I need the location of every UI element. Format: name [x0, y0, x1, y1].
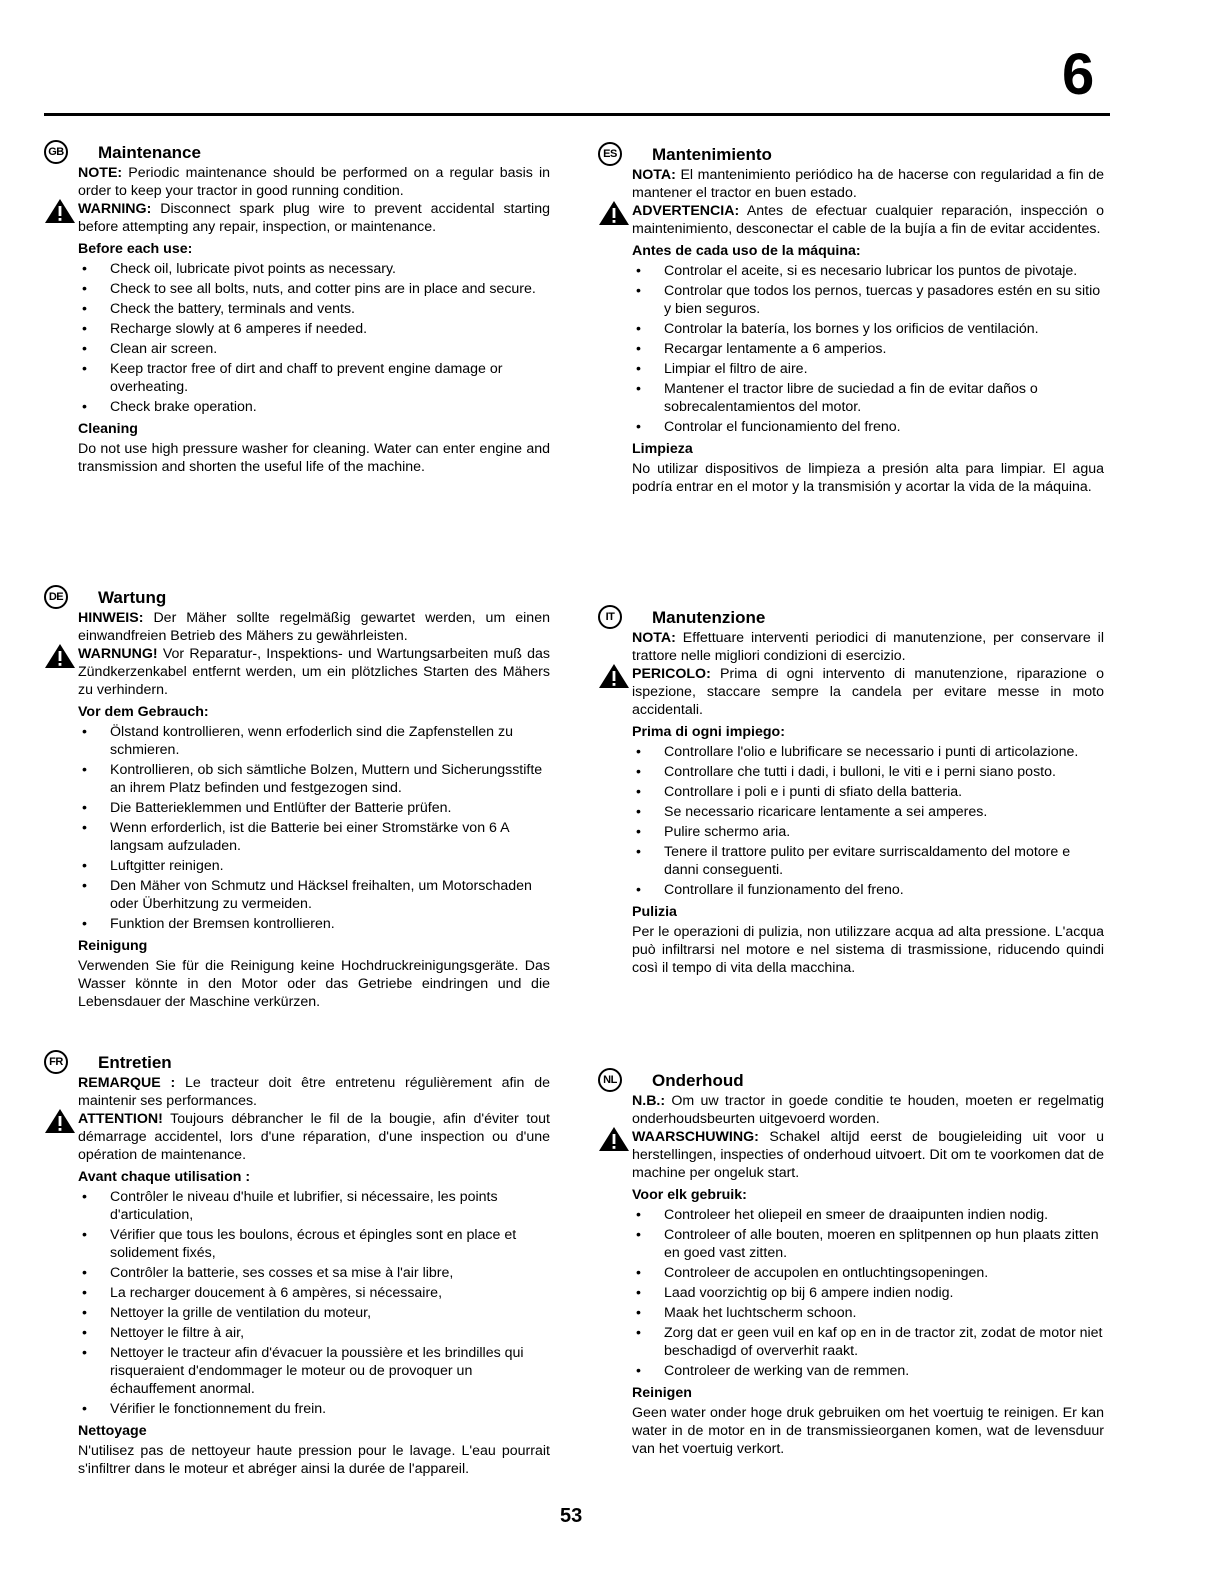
checklist-item: • Clean air screen.	[78, 340, 550, 358]
checklist-item: • Funktion der Bremsen kontrollieren.	[78, 915, 550, 933]
checklist-item: • Luftgitter reinigen.	[78, 857, 550, 875]
checklist-item: • Controllare i poli e i punti di sfiato della batteria.	[632, 783, 1104, 801]
warning-triangle-icon	[598, 1126, 630, 1152]
checklist-item: • Vérifier que tous les boulons, écrous et épingles sont en place et solidement fixés,	[78, 1226, 550, 1262]
note-paragraph	[632, 1092, 1104, 1128]
checklist-item: • Vérifier le fonctionnement du frein.	[78, 1400, 550, 1418]
checklist-item: • Die Batterieklemmen und Entlüfter der Batterie prüfen.	[78, 799, 550, 817]
checklist-item: • Tenere il trattore pulito per evitare surriscaldamento del motore e danni conseguenti.	[632, 843, 1104, 879]
section-heading: Onderhoud	[652, 1071, 744, 1090]
checklist	[78, 723, 550, 933]
warning-paragraph	[78, 645, 550, 699]
checklist-item: • Se necessario ricaricare lentamente a sei amperes.	[632, 803, 1104, 821]
warning-paragraph	[632, 665, 1104, 719]
section-heading: Maintenance	[98, 143, 201, 162]
warning-text: Prima di ogni intervento di manutenzione, riparazione o ispezione, staccare sempre la candela per evitare messe in moto accidentali.	[632, 666, 1104, 718]
checklist-item: • Laad voorzichtig op bij 6 ampere indien nodig.	[632, 1284, 1104, 1302]
checklist-item: • Pulire schermo aria.	[632, 823, 1104, 841]
checklist	[632, 262, 1104, 436]
section-title	[48, 588, 550, 608]
warning-paragraph	[78, 200, 550, 236]
checklist-item: • Zorg dat er geen vuil en kaf op en in de tractor zit, zodat de motor niet beschadigd of oververhit raakt.	[632, 1324, 1104, 1360]
note-text: Der Mäher sollte regelmäßig gewartet werden, um einen einwandfreien Betrieb des Mähers zu gewährleisten.	[78, 610, 550, 644]
before-use-heading: Before each use:	[78, 241, 193, 257]
section-gb-maintenance	[48, 143, 551, 476]
before-use-heading: Antes de cada uso de la máquina:	[632, 243, 861, 259]
warning-triangle-icon	[44, 643, 76, 669]
warning-label: PERICOLO:	[632, 666, 711, 682]
checklist-item: • Controllare l'olio e lubrificare se necessario i punti di articolazione.	[632, 743, 1104, 761]
checklist-item: • Check oil, lubricate pivot points as necessary.	[78, 260, 550, 278]
checklist	[78, 1188, 550, 1418]
checklist-item: • Recargar lentamente a 6 amperios.	[632, 340, 1104, 358]
warning-label: ADVERTENCIA:	[632, 203, 740, 219]
checklist-item: • Ölstand kontrollieren, wenn erfoderlich sind die Zapfenstellen zu schmieren.	[78, 723, 550, 759]
warning-label: ATTENTION!	[78, 1111, 163, 1127]
checklist-item: • Kontrollieren, ob sich sämtliche Bolzen, Muttern und Sicherungsstifte an ihrem Platz befinden und festgezogen sind.	[78, 761, 550, 797]
cleaning-paragraph: No utilizar dispositivos de limpieza a presión alta para limpiar. El agua podría entrar en el motor y la transmisión y acortar la vida de la máquina.	[632, 461, 1104, 495]
warning-label: WARNING:	[78, 201, 152, 217]
section-title	[603, 145, 1104, 165]
checklist-item: • Contrôler la batterie, ses cosses et sa mise à l'air libre,	[78, 1264, 550, 1282]
note-text: El mantenimiento periódico ha de hacerse con regularidad a fin de mantener el tractor en buen estado.	[632, 167, 1104, 201]
warning-triangle-icon	[598, 200, 630, 226]
note-paragraph	[632, 629, 1104, 665]
cleaning-heading: Nettoyage	[78, 1423, 147, 1439]
checklist-item: • Controlar que todos los pernos, tuercas y pasadores estén en su sitio y bien seguros.	[632, 282, 1104, 318]
note-paragraph	[632, 166, 1104, 202]
note-label: HINWEIS:	[78, 610, 144, 626]
section-heading: Wartung	[98, 588, 167, 607]
checklist-item: • Controlar el funcionamiento del freno.	[632, 418, 1104, 436]
cleaning-paragraph: Verwenden Sie für die Reinigung keine Hochdruckreinigungsgeräte. Das Wasser könnte in den Motor oder das Getriebe eindringen und die Lebensdauer der Maschine verkürzen.	[78, 958, 550, 1010]
note-text: Le tracteur doit être entretenu régulièrement afin de maintenir ses performances.	[78, 1075, 550, 1109]
before-use-heading: Prima di ogni impiego:	[632, 724, 785, 740]
checklist-item: • Nettoyer le filtre à air,	[78, 1324, 550, 1342]
section-title	[48, 143, 550, 163]
note-label: NOTE:	[78, 165, 123, 181]
cleaning-heading: Limpieza	[632, 441, 693, 457]
checklist-item: • Check brake operation.	[78, 398, 550, 416]
checklist-item: • Den Mäher von Schmutz und Häcksel freihalten, um Motorschaden oder Überhitzung zu vermeiden.	[78, 877, 550, 913]
cleaning-paragraph: N'utilisez pas de nettoyeur haute pression pour le lavage. L'eau pourrait s'infiltrer dans le moteur et abréger ainsi la durée de l'appareil.	[78, 1443, 550, 1477]
top-divider	[44, 113, 1110, 116]
before-use-heading: Avant chaque utilisation :	[78, 1169, 251, 1185]
checklist-item: • Controleer de werking van de remmen.	[632, 1362, 1104, 1380]
warning-triangle-icon	[44, 1108, 76, 1134]
warning-text: Antes de efectuar cualquier reparación, inspección o maintenimiento, desconectar el cable de la bujía a fin de evitar accidentes.	[632, 203, 1104, 237]
section-de-wartung	[48, 588, 550, 1011]
section-title	[605, 608, 1104, 628]
chapter-number: 6	[1062, 42, 1095, 107]
section-heading: Entretien	[98, 1053, 172, 1072]
warning-text: Vor Reparatur-, Inspektions- und Wartungsarbeiten muß das Zündkerzenkabel entfernt werden, um ein plötzliches Starten des Mähers zu verhindern.	[78, 646, 550, 698]
before-use-heading: Vor dem Gebrauch:	[78, 704, 209, 720]
checklist-item: • Limpiar el filtro de aire.	[632, 360, 1104, 378]
section-heading: Manutenzione	[652, 608, 766, 627]
checklist-item: • Controllare il funzionamento del freno.	[632, 881, 1104, 899]
section-heading: Mantenimiento	[652, 145, 772, 164]
checklist-item: • Controleer of alle bouten, moeren en splitpennen op hun plaats zitten en goed vast zitten.	[632, 1226, 1104, 1262]
cleaning-heading: Cleaning	[78, 421, 138, 437]
section-title	[603, 1071, 1104, 1091]
checklist-item: • La recharger doucement à 6 ampères, si nécessaire,	[78, 1284, 550, 1302]
checklist-item: • Wenn erforderlich, ist die Batterie bei einer Stromstärke von 6 A langsam aufzuladen.	[78, 819, 550, 855]
warning-text: Toujours débrancher le fil de la bougie, afin d'éviter tout démarrage accidentel, lors d'une réparation, d'une inspection ou d'une opération de maintenance.	[78, 1111, 550, 1163]
checklist	[632, 743, 1104, 899]
language-badge-icon: DE	[44, 585, 68, 609]
note-text: Effettuare interventi periodici di manutenzione, per conservare il trattore nelle migliori condizioni di esercizio.	[632, 630, 1104, 664]
checklist-item: • Check to see all bolts, nuts, and cotter pins are in place and secure.	[78, 280, 550, 298]
checklist-item: • Maak het luchtscherm schoon.	[632, 1304, 1104, 1322]
section-fr-entretien	[49, 1053, 550, 1478]
checklist-item: • Controlar la batería, los bornes y los orificios de ventilación.	[632, 320, 1104, 338]
note-text: Periodic maintenance should be performed on a regular basis in order to keep your tractor in good running condition.	[78, 165, 551, 199]
checklist-item: • Controllare che tutti i dadi, i bulloni, le viti e i perni siano posto.	[632, 763, 1104, 781]
cleaning-heading: Reinigung	[78, 938, 148, 954]
section-nl-onderhoud	[603, 1071, 1104, 1458]
page-number: 53	[560, 1505, 583, 1527]
checklist-item: • Keep tractor free of dirt and chaff to prevent engine damage or overheating.	[78, 360, 550, 396]
checklist-item: • Check the battery, terminals and vents.	[78, 300, 550, 318]
checklist-item: • Mantener el tractor libre de suciedad a fin de evitar daños o sobrecalentamientos del motor.	[632, 380, 1104, 416]
checklist	[78, 260, 550, 416]
warning-paragraph	[632, 1128, 1104, 1182]
section-it-manutenzione	[605, 608, 1104, 977]
language-badge-icon: GB	[44, 140, 68, 164]
checklist-item: • Controlar el aceite, si es necesario lubricar los puntos de pivotaje.	[632, 262, 1104, 280]
cleaning-heading: Reinigen	[632, 1385, 692, 1401]
language-badge-icon: NL	[598, 1068, 622, 1092]
before-use-heading: Voor elk gebruik:	[632, 1187, 747, 1203]
warning-text: Schakel altijd eerst de bougieleiding uit voor u herstellingen, inspecties of onderhoud uitvoert. Dit om te voorkomen dat de machine per ongeluk start.	[632, 1129, 1104, 1181]
checklist-item: • Nettoyer la grille de ventilation du moteur,	[78, 1304, 550, 1322]
note-paragraph	[78, 164, 550, 200]
checklist-item: • Controleer het oliepeil en smeer de draaipunten indien nodig.	[632, 1206, 1104, 1224]
language-badge-icon: FR	[44, 1050, 68, 1074]
note-text: Om uw tractor in goede conditie te houden, moeten er regelmatig onderhoudsbeurten uitgevoerd worden.	[632, 1093, 1104, 1127]
language-badge-icon: ES	[598, 142, 622, 166]
warning-text: Disconnect spark plug wire to prevent accidental starting before attempting any repair, inspection, or maintenance.	[78, 201, 550, 235]
checklist-item: • Controleer de accupolen en ontluchtingsopeningen.	[632, 1264, 1104, 1282]
language-badge-icon: IT	[598, 605, 622, 629]
note-label: REMARQUE :	[78, 1075, 176, 1091]
note-paragraph	[78, 1074, 550, 1110]
section-title	[49, 1053, 550, 1073]
note-label: NOTA:	[632, 167, 676, 183]
note-label: N.B.:	[632, 1093, 666, 1109]
warning-paragraph	[78, 1110, 550, 1164]
cleaning-paragraph: Geen water onder hoge druk gebruiken om het voertuig te reinigen. Er kan water in de motor en in de transmissieorganen komen, wat de levensduur van het voertuig verkort.	[632, 1405, 1104, 1457]
section-es-mantenimiento	[603, 145, 1104, 496]
warning-label: WAARSCHUWING:	[632, 1129, 759, 1145]
cleaning-paragraph: Per le operazioni di pulizia, non utilizzare acqua ad alta pressione. L'acqua può infiltrarsi nel motore e nel sistema di trasmissione, riducendo quindi così il tempo di vita della macchina.	[632, 924, 1104, 976]
cleaning-paragraph: Do not use high pressure washer for cleaning. Water can enter engine and transmission and shorten the useful life of the machine.	[78, 441, 550, 475]
note-paragraph	[78, 609, 550, 645]
checklist-item: • Contrôler le niveau d'huile et lubrifier, si nécessaire, les points d'articulation,	[78, 1188, 550, 1224]
warning-paragraph	[632, 202, 1104, 238]
warning-triangle-icon	[598, 663, 630, 689]
warning-label: WARNUNG!	[78, 646, 158, 662]
note-label: NOTA:	[632, 630, 676, 646]
checklist-item: • Nettoyer le tracteur afin d'évacuer la poussière et les brindilles qui risqueraient d'endommager le moteur ou de provoquer un échauffement anormal.	[78, 1344, 550, 1398]
cleaning-heading: Pulizia	[632, 904, 677, 920]
checklist	[632, 1206, 1104, 1380]
warning-triangle-icon	[44, 198, 76, 224]
checklist-item: • Recharge slowly at 6 amperes if needed.	[78, 320, 550, 338]
